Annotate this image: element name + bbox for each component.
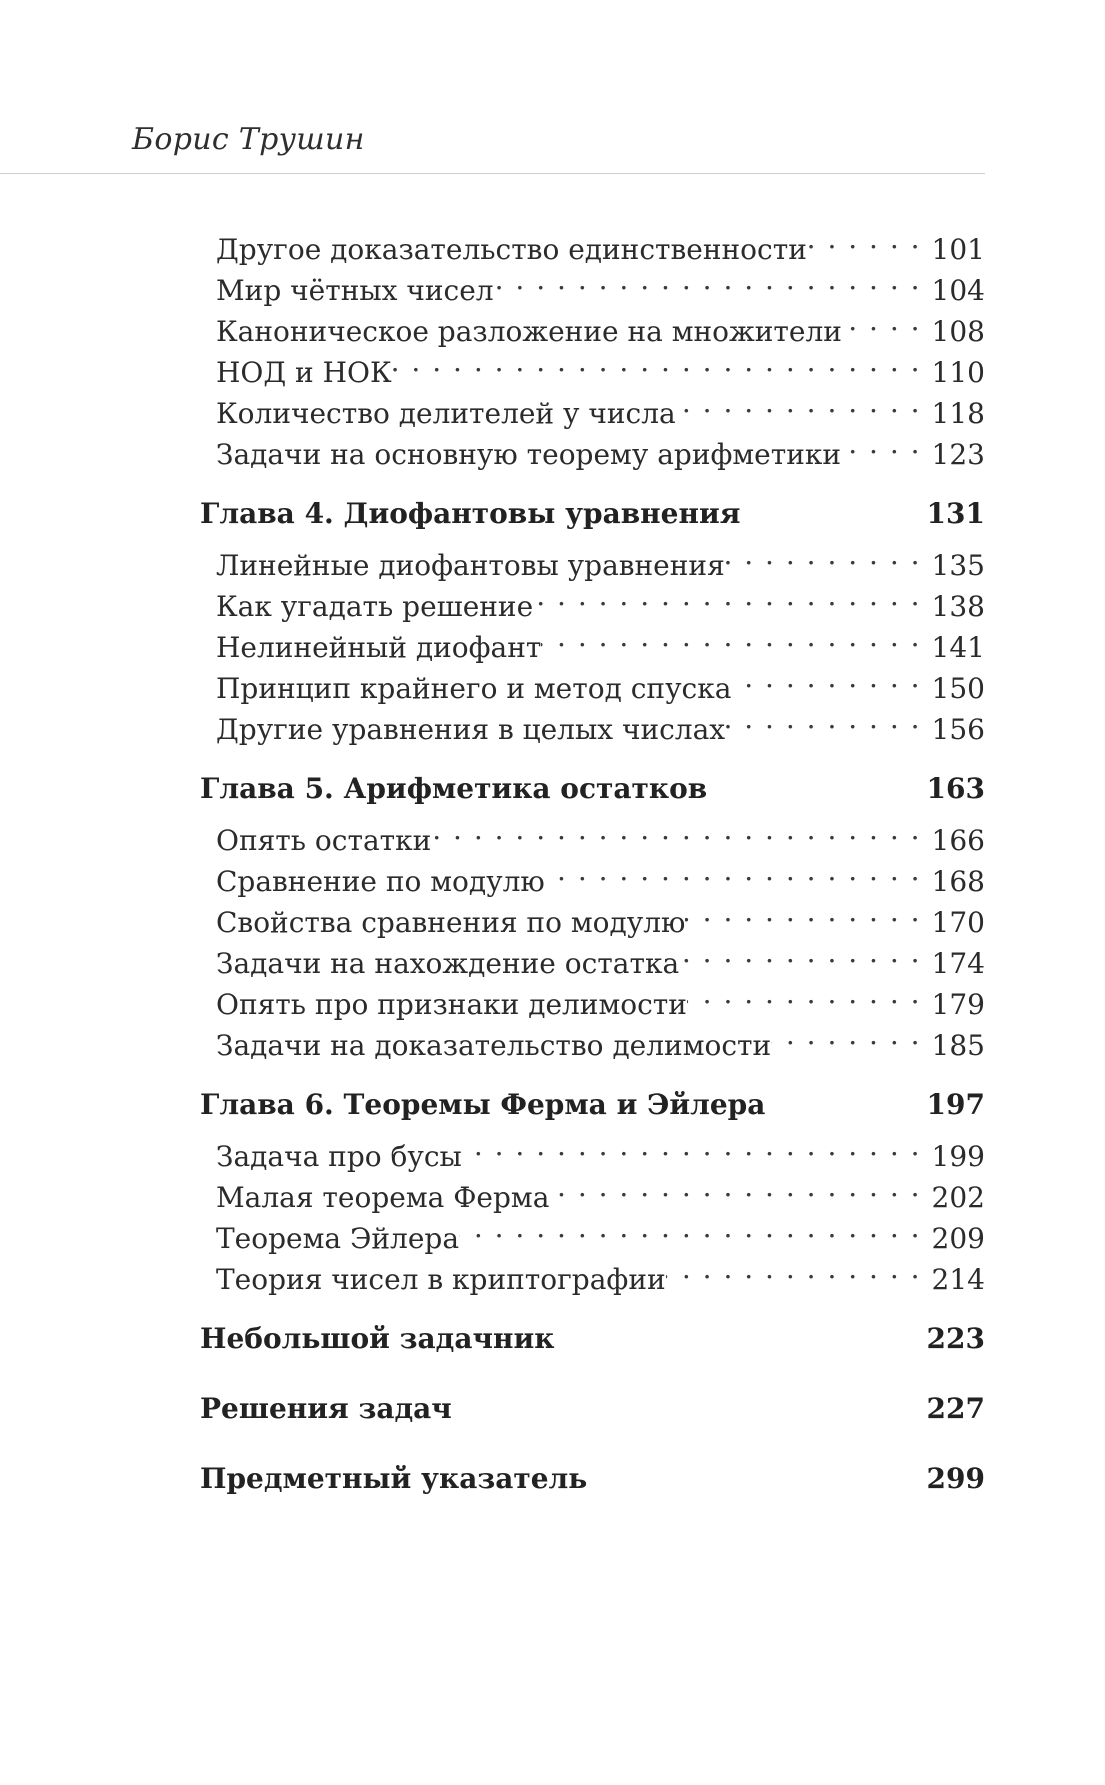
header-rule (0, 173, 985, 174)
toc-heading[interactable] (200, 493, 985, 534)
dot-leader (725, 698, 919, 739)
toc-entry-page: 185 (931, 1029, 985, 1062)
dot-leader (392, 341, 920, 382)
dot-leader (666, 1248, 920, 1289)
toc-entry-title: Каноническое разложение на множители (216, 315, 842, 348)
toc-entry-page: 174 (931, 947, 985, 980)
dot-leader (494, 259, 920, 300)
toc-entry-page: 179 (931, 988, 985, 1021)
toc-group (200, 1388, 985, 1429)
toc-entry-title: НОД и НОК (216, 356, 392, 389)
toc-entry-title: Линейные диофантовы уравнения (216, 549, 725, 582)
toc-heading[interactable] (200, 1084, 985, 1125)
toc-entry-title: Другое доказательство единственности (216, 233, 807, 266)
toc-entry-page: 141 (931, 631, 985, 664)
dot-leader (685, 891, 919, 932)
toc-heading[interactable] (200, 1388, 985, 1429)
toc-entry-title: Малая теорема Ферма (216, 1181, 550, 1214)
toc-entry[interactable] (200, 218, 985, 266)
toc-entry-page: 138 (931, 590, 985, 623)
toc-entry-title: Другие уравнения в целых числах (216, 713, 726, 746)
toc-entry-page: 199 (931, 1140, 985, 1173)
toc-entry-title: Опять про признаки делимости (216, 988, 687, 1021)
toc-entry-page: 209 (931, 1222, 985, 1255)
toc-entry[interactable] (200, 809, 985, 857)
toc-group (200, 1458, 985, 1499)
toc-group (200, 218, 985, 471)
toc-entry[interactable] (200, 534, 985, 582)
toc-entry-page: 110 (931, 356, 985, 389)
toc-heading[interactable] (200, 1458, 985, 1499)
toc-entry-page: 168 (931, 865, 985, 898)
dot-leader (676, 382, 920, 423)
dot-leader (807, 218, 920, 259)
toc-entry-title: Теория чисел в криптографии (216, 1263, 666, 1296)
dot-leader (541, 616, 919, 657)
dot-leader (549, 1166, 919, 1207)
toc-group (200, 1084, 985, 1296)
dot-leader (841, 423, 919, 464)
running-head: Борис Трушин (132, 122, 365, 157)
toc-entry-title: Задачи на доказательство делимости (216, 1029, 772, 1062)
toc-heading-page: 299 (926, 1462, 985, 1495)
toc-entry-title: Как угадать решение (216, 590, 534, 623)
toc-heading-title: Глава 4. Диофантовы уравнения (200, 497, 741, 530)
toc-entry-page: 166 (931, 824, 985, 857)
toc-heading-title: Глава 6. Теоремы Ферма и Эйлера (200, 1088, 766, 1121)
toc-heading-title: Предметный указатель (200, 1462, 588, 1495)
toc-heading-page: 197 (926, 1088, 985, 1121)
dot-leader (545, 850, 920, 891)
toc-heading-page: 227 (926, 1392, 985, 1425)
toc-entry-page: 123 (931, 438, 985, 471)
dot-leader (725, 534, 920, 575)
toc-group (200, 493, 985, 746)
toc-entry-page: 150 (931, 672, 985, 705)
toc-entry-page: 214 (931, 1263, 985, 1296)
toc-entry[interactable] (200, 1125, 985, 1173)
toc-entry-title: Принцип крайнего и метод спуска (216, 672, 732, 705)
toc-heading-page: 131 (926, 497, 985, 530)
toc-heading-page: 163 (926, 772, 985, 805)
toc-entry-title: Нелинейный диофант (216, 631, 542, 664)
toc-entry-title: Количество делителей у числа (216, 397, 676, 430)
toc-entry-page: 101 (931, 233, 985, 266)
toc-group (200, 1318, 985, 1359)
toc-entry-title: Свойства сравнения по модулю (216, 906, 686, 939)
toc-heading-title: Небольшой задачник (200, 1322, 555, 1355)
dot-leader (679, 932, 919, 973)
dot-leader (462, 1125, 920, 1166)
toc-entry-title: Теорема Эйлера (216, 1222, 460, 1255)
toc-entry-title: Мир чётных чисел (216, 274, 494, 307)
dot-leader (731, 657, 919, 698)
toc-entry-title: Сравнение по модулю (216, 865, 545, 898)
toc-entry-page: 104 (931, 274, 985, 307)
toc-entry-title: Задача про бусы (216, 1140, 462, 1173)
dot-leader (459, 1207, 920, 1248)
toc-entry-page: 156 (931, 713, 985, 746)
toc-group (200, 768, 985, 1062)
toc-entry-title: Задачи на нахождение остатка (216, 947, 680, 980)
dot-leader (771, 1014, 919, 1055)
toc-entry-title: Задачи на основную теорему арифметики (216, 438, 842, 471)
toc-entry-page: 170 (931, 906, 985, 939)
toc-heading-title: Глава 5. Арифметика остатков (200, 772, 708, 805)
toc-entry-page: 108 (931, 315, 985, 348)
dot-leader (842, 300, 920, 341)
toc-entry-page: 202 (931, 1181, 985, 1214)
toc-entry-title: Опять остатки (216, 824, 432, 857)
dot-leader (533, 575, 919, 616)
dot-leader (431, 809, 919, 850)
dot-leader (687, 973, 920, 1014)
toc-entry-page: 118 (931, 397, 985, 430)
toc-heading-title: Решения задач (200, 1392, 452, 1425)
toc-entry-page: 135 (931, 549, 985, 582)
toc-heading-page: 223 (926, 1322, 985, 1355)
toc-heading[interactable] (200, 1318, 985, 1359)
table-of-contents (200, 218, 985, 1499)
toc-heading[interactable] (200, 768, 985, 809)
